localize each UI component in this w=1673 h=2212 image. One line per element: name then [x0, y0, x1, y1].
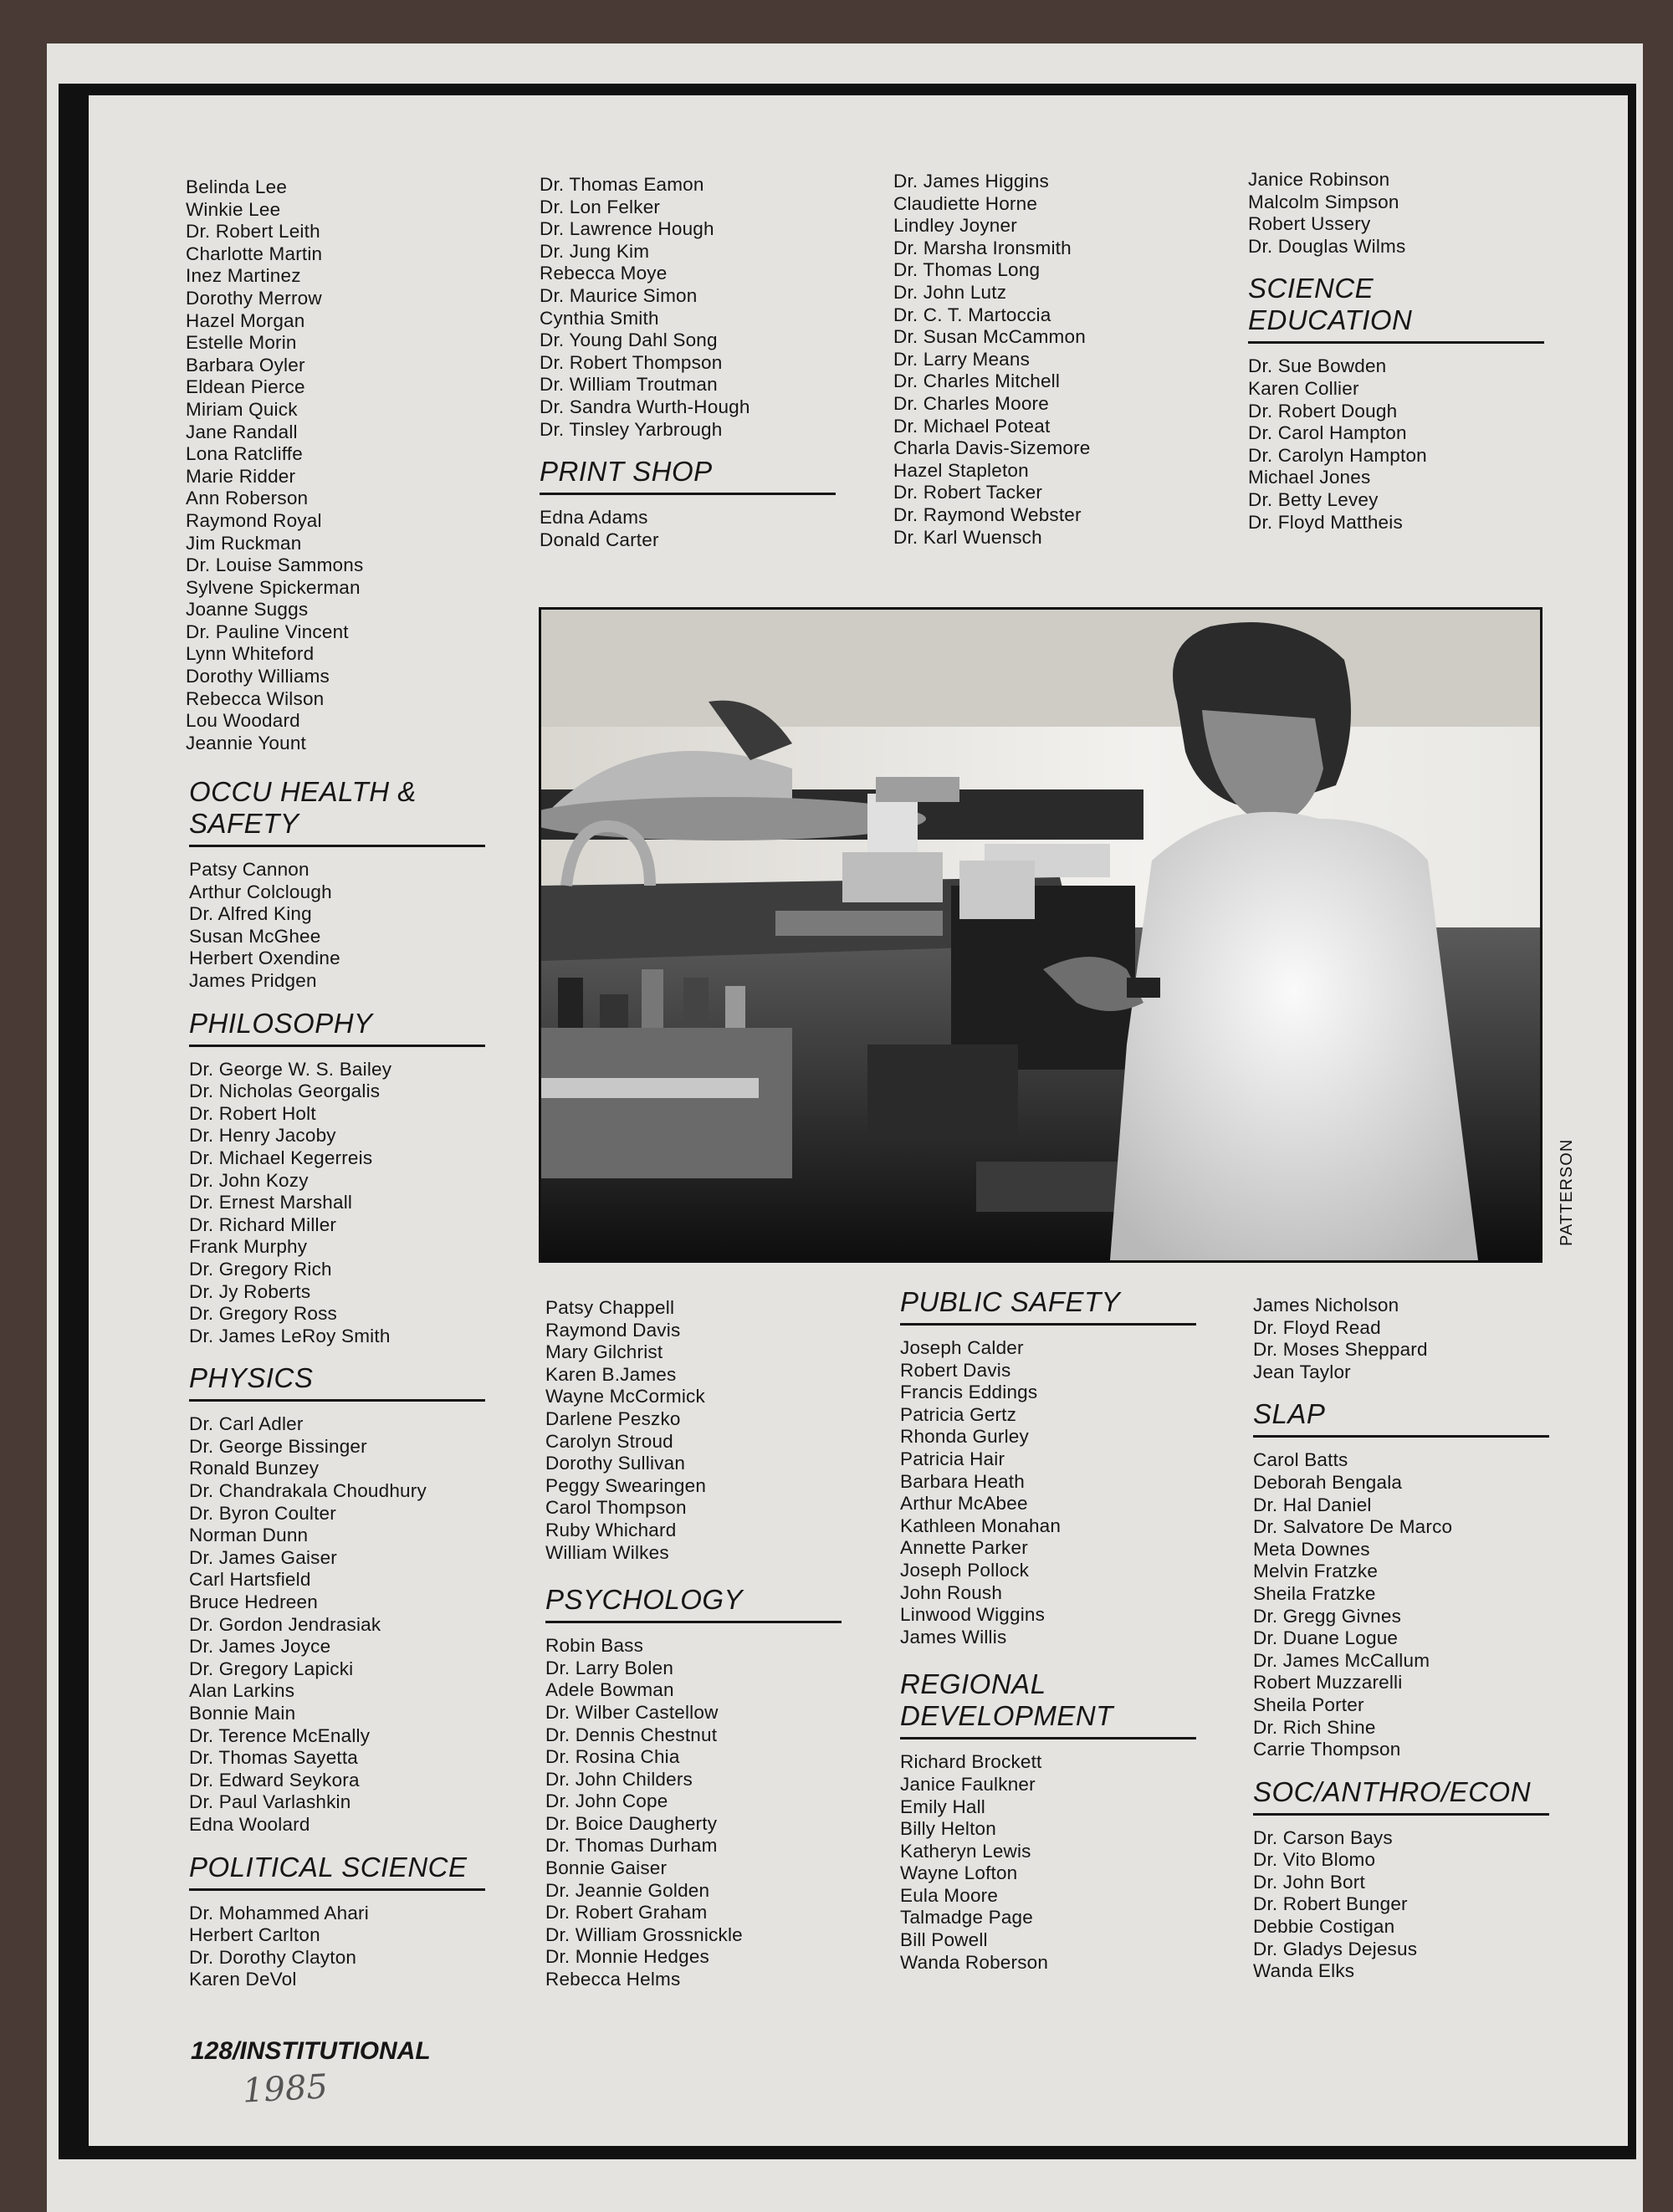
staff-name: Talmadge Page — [900, 1907, 1033, 1928]
staff-name: Dr. William Troutman — [540, 374, 718, 396]
staff-name: Dr. Paul Varlashkin — [189, 1791, 351, 1813]
staff-name: Linwood Wiggins — [900, 1604, 1046, 1626]
staff-name: Dr. Terence McEnally — [189, 1724, 371, 1746]
section-soc-anthro-econ — [1253, 1776, 1549, 1816]
staff-name: Sheila Fratzke — [1253, 1582, 1376, 1604]
staff-name: Joseph Pollock — [900, 1559, 1030, 1581]
staff-name: Billy Helton — [900, 1818, 996, 1840]
staff-name: Kathleen Monahan — [900, 1515, 1062, 1536]
staff-name: Rebecca Wilson — [186, 687, 325, 709]
staff-name: James Pridgen — [189, 969, 317, 991]
staff-name: Dr. Larry Means — [893, 348, 1031, 370]
staff-name: Rebecca Moye — [540, 263, 668, 284]
name-list — [186, 176, 363, 754]
staff-name: Dr. John Childers — [545, 1768, 693, 1790]
staff-name: Claudiette Horne — [893, 192, 1038, 214]
staff-name: Dr. Alfred King — [189, 903, 312, 925]
page-folio: 128/INSTITUTIONAL — [191, 2037, 431, 2065]
staff-name: Dr. Thomas Durham — [545, 1835, 718, 1857]
staff-name: Alan Larkins — [189, 1680, 295, 1702]
staff-name: Edna Woolard — [189, 1813, 310, 1835]
staff-name: Estelle Morin — [186, 332, 297, 354]
staff-name: Dr. Gregory Ross — [189, 1303, 337, 1325]
staff-name: Herbert Oxendine — [189, 948, 340, 969]
staff-name: Dr. Robert Thompson — [540, 351, 723, 373]
staff-name: Dr. Robert Graham — [545, 1902, 708, 1923]
staff-name: Dr. Douglas Wilms — [1248, 235, 1406, 257]
staff-name: Barbara Oyler — [186, 354, 305, 375]
staff-name: Dr. Robert Leith — [186, 221, 320, 243]
staff-name: Carrie Thompson — [1253, 1739, 1401, 1760]
staff-name: Herbert Carlton — [189, 1924, 320, 1946]
column-1-top — [186, 176, 363, 754]
column-3-top — [893, 171, 1091, 549]
staff-name: Eldean Pierce — [186, 376, 305, 398]
staff-name: Dr. Charles Mitchell — [893, 370, 1061, 392]
staff-name: Dr. James Gaiser — [189, 1546, 337, 1568]
section-occu-health — [189, 776, 485, 847]
section-title: REGIONAL DEVELOPMENT — [900, 1668, 1196, 1739]
staff-name: Dr. Michael Kegerreis — [189, 1147, 373, 1168]
staff-name: Dr. Gregg Givnes — [1253, 1605, 1402, 1627]
staff-name: Deborah Bengala — [1253, 1471, 1403, 1493]
staff-name: Katheryn Lewis — [900, 1840, 1031, 1862]
staff-name: Joseph Calder — [900, 1337, 1024, 1358]
staff-name: Dr. Mohammed Ahari — [189, 1902, 369, 1923]
staff-name: Dr. Duane Logue — [1253, 1627, 1399, 1649]
staff-name: Sylvene Spickerman — [186, 576, 361, 598]
staff-name: Janice Faulkner — [900, 1773, 1036, 1795]
staff-name: Dr. Marsha Ironsmith — [893, 237, 1072, 258]
staff-name: Dr. Sandra Wurth-Hough — [540, 396, 750, 417]
staff-name: Carolyn Stroud — [545, 1430, 673, 1452]
staff-name: Annette Parker — [900, 1537, 1028, 1559]
staff-name: Charla Davis-Sizemore — [893, 437, 1091, 459]
section-title: PHYSICS — [189, 1362, 485, 1402]
staff-name: Dr. James LeRoy Smith — [189, 1325, 391, 1346]
staff-name: Dr. Larry Bolen — [545, 1657, 674, 1678]
section-psychology — [545, 1584, 842, 1623]
section-title: SOC/ANTHRO/ECON — [1253, 1776, 1549, 1816]
name-list — [189, 1059, 485, 1348]
staff-name: William Wilkes — [545, 1541, 669, 1563]
name-list — [189, 1903, 485, 1991]
name-list — [900, 1751, 1196, 1974]
section-political-science — [189, 1852, 485, 1891]
staff-name: Dr. Floyd Mattheis — [1248, 511, 1403, 533]
staff-name: Dr. Gregory Lapicki — [189, 1658, 354, 1679]
staff-name: Carl Hartsfield — [189, 1569, 311, 1591]
staff-name: Lynn Whiteford — [186, 643, 315, 665]
staff-name: Joanne Suggs — [186, 599, 309, 621]
name-list — [1248, 169, 1544, 258]
staff-name: Dr. John Lutz — [893, 281, 1007, 303]
staff-name: Bill Powell — [900, 1929, 988, 1951]
staff-name: Raymond Davis — [545, 1319, 681, 1341]
staff-name: Dr. Lawrence Hough — [540, 218, 714, 240]
column-1-sections — [189, 761, 485, 1991]
staff-name: Mary Gilchrist — [545, 1341, 663, 1363]
staff-name: Dr. Lon Felker — [540, 196, 661, 217]
staff-name: Dr. John Cope — [545, 1791, 668, 1812]
name-list — [540, 507, 836, 551]
staff-name: Dr. Raymond Webster — [893, 503, 1082, 525]
staff-name: Dr. Byron Coulter — [189, 1502, 336, 1524]
staff-name: Jeannie Yount — [186, 732, 306, 754]
staff-name: Robert Ussery — [1248, 213, 1371, 235]
staff-name: Dr. Robert Tacker — [893, 482, 1043, 503]
staff-name: Patricia Hair — [900, 1448, 1005, 1469]
section-title: SCIENCE EDUCATION — [1248, 273, 1544, 344]
staff-name: John Roush — [900, 1581, 1003, 1603]
staff-name: Dr. Edward Seykora — [189, 1769, 360, 1791]
name-list — [893, 171, 1091, 549]
handwritten-year: 1985 — [241, 2067, 329, 2111]
staff-name: Dr. James Higgins — [893, 171, 1049, 192]
section-title: POLITICAL SCIENCE — [189, 1852, 485, 1891]
staff-name: Dr. Robert Bunger — [1253, 1893, 1408, 1915]
section-public-safety — [900, 1286, 1196, 1326]
staff-name: Dorothy Sullivan — [545, 1453, 686, 1474]
staff-name: Dr. Carl Adler — [189, 1413, 304, 1435]
staff-name: Wayne McCormick — [545, 1386, 705, 1407]
staff-name: Sheila Porter — [1253, 1693, 1364, 1715]
staff-name: Dr. C. T. Martoccia — [893, 304, 1051, 325]
column-4-top — [1248, 169, 1544, 534]
staff-name: Dr. James McCallum — [1253, 1649, 1430, 1671]
staff-name: Patricia Gertz — [900, 1403, 1017, 1425]
staff-name: Dr. Karl Wuensch — [893, 526, 1042, 548]
staff-name: Dr. Gregory Rich — [189, 1258, 332, 1280]
staff-name: Dr. Thomas Eamon — [540, 174, 704, 195]
staff-name: Carol Thompson — [545, 1497, 687, 1519]
staff-name: Meta Downes — [1253, 1538, 1370, 1560]
staff-name: Hazel Morgan — [186, 309, 305, 331]
staff-name: Robert Davis — [900, 1359, 1011, 1381]
staff-name: Dr. Boice Daugherty — [545, 1812, 718, 1834]
staff-name: Dr. William Grossnickle — [545, 1923, 743, 1945]
staff-name: Dr. Ernest Marshall — [189, 1192, 353, 1213]
staff-name: Janice Robinson — [1248, 169, 1390, 190]
staff-name: Karen Collier — [1248, 377, 1359, 399]
border-bottom — [59, 2146, 1635, 2159]
staff-name: Darlene Peszko — [545, 1407, 681, 1429]
staff-name: Ann Roberson — [186, 488, 309, 509]
staff-name: Dr. John Bort — [1253, 1871, 1365, 1893]
staff-name: Melvin Fratzke — [1253, 1561, 1379, 1582]
staff-name: Dr. Wilber Castellow — [545, 1701, 719, 1723]
staff-name: Dorothy Williams — [186, 666, 330, 687]
staff-name: Dr. Maurice Simon — [540, 284, 698, 306]
staff-name: Dr. Tinsley Yarbrough — [540, 418, 723, 440]
name-list — [1253, 1295, 1549, 1383]
staff-name: Jean Taylor — [1253, 1361, 1351, 1382]
staff-name: Dr. Henry Jacoby — [189, 1125, 336, 1147]
staff-name: Wanda Roberson — [900, 1951, 1049, 1973]
staff-name: Bonnie Main — [189, 1703, 296, 1724]
staff-name: Dr. Charles Moore — [893, 392, 1049, 414]
staff-name: Ruby Whichard — [545, 1519, 677, 1540]
column-4-bottom — [1253, 1295, 1549, 1983]
staff-name: Norman Dunn — [189, 1525, 309, 1546]
name-list — [900, 1337, 1196, 1648]
staff-name: Dr. Dennis Chestnut — [545, 1724, 718, 1745]
staff-name: Cynthia Smith — [540, 307, 659, 329]
border-top — [59, 84, 1635, 95]
staff-name: Dr. Robert Dough — [1248, 400, 1398, 421]
staff-name: Charlotte Martin — [186, 243, 323, 264]
staff-name: Bruce Hedreen — [189, 1591, 318, 1613]
staff-name: Dr. Nicholas Georgalis — [189, 1080, 381, 1102]
staff-name: Robert Muzzarelli — [1253, 1672, 1403, 1693]
staff-name: Dr. Jeannie Golden — [545, 1879, 710, 1901]
staff-name: Dr. Carson Bays — [1253, 1826, 1393, 1848]
staff-name: Dr. Rich Shine — [1253, 1716, 1376, 1738]
staff-name: Dr. Gordon Jendrasiak — [189, 1613, 381, 1635]
staff-name: Karen DeVol — [189, 1969, 297, 1990]
staff-name: Dr. Robert Holt — [189, 1102, 316, 1124]
staff-name: Dr. George Bissinger — [189, 1435, 367, 1457]
staff-name: Dr. Salvatore De Marco — [1253, 1516, 1453, 1538]
staff-name: Susan McGhee — [189, 925, 321, 947]
staff-name: Edna Adams — [540, 507, 648, 529]
staff-name: Raymond Royal — [186, 509, 322, 531]
staff-name: Dr. Chandrakala Choudhury — [189, 1480, 427, 1502]
staff-name: Dr. John Kozy — [189, 1169, 309, 1191]
staff-name: Ronald Bunzey — [189, 1458, 320, 1479]
section-regional-development — [900, 1668, 1196, 1739]
staff-name: Dr. Carolyn Hampton — [1248, 444, 1427, 466]
staff-name: James Willis — [900, 1626, 1007, 1648]
column-2-bottom — [545, 1297, 842, 1991]
staff-name: Dr. Moses Sheppard — [1253, 1339, 1428, 1361]
staff-name: Lou Woodard — [186, 710, 300, 732]
section-print-shop — [540, 456, 836, 495]
staff-name: Dr. Gladys Dejesus — [1253, 1938, 1418, 1959]
staff-name: Dr. Jung Kim — [540, 240, 650, 262]
staff-name: Dorothy Merrow — [186, 287, 322, 309]
staff-name: Adele Bowman — [545, 1679, 674, 1701]
staff-name: Dr. Vito Blomo — [1253, 1849, 1376, 1871]
staff-name: Inez Martinez — [186, 265, 301, 287]
border-left — [59, 84, 89, 2158]
staff-name: Dr. Richard Miller — [189, 1213, 337, 1235]
section-title: PSYCHOLOGY — [545, 1584, 842, 1623]
staff-name: Dr. Hal Daniel — [1253, 1494, 1372, 1515]
staff-name: James Nicholson — [1253, 1295, 1399, 1315]
staff-name: Frank Murphy — [189, 1236, 308, 1258]
staff-name: Belinda Lee — [186, 176, 288, 197]
staff-name: Dr. Betty Levey — [1248, 488, 1379, 510]
staff-name: Emily Hall — [900, 1796, 986, 1817]
lab-photograph — [539, 607, 1543, 1263]
staff-name: Dr. Thomas Sayetta — [189, 1747, 359, 1769]
section-title: PRINT SHOP — [540, 456, 836, 495]
name-list — [545, 1635, 842, 1991]
staff-name: Eula Moore — [900, 1884, 999, 1906]
section-title: SLAP — [1253, 1398, 1549, 1438]
staff-name: Dr. Rosina Chia — [545, 1746, 680, 1768]
staff-name: Barbara Heath — [900, 1470, 1025, 1492]
staff-name: Bonnie Gaiser — [545, 1857, 668, 1879]
column-3-bottom — [900, 1286, 1196, 1974]
staff-name: Marie Ridder — [186, 465, 296, 487]
staff-name: Dr. Susan McCammon — [893, 326, 1086, 348]
staff-name: Robin Bass — [545, 1635, 644, 1657]
photo-credit: PATTERSON — [1558, 1138, 1576, 1246]
section-title: OCCU HEALTH & SAFETY — [189, 776, 485, 847]
staff-name: Carol Batts — [1253, 1449, 1348, 1471]
staff-name: Donald Carter — [540, 529, 659, 550]
section-physics — [189, 1362, 485, 1402]
photo-illustration — [541, 610, 1540, 1260]
staff-name: Dr. Pauline Vincent — [186, 621, 349, 642]
staff-name: Dr. Louise Sammons — [186, 554, 364, 576]
staff-name: Dr. Jy Roberts — [189, 1280, 311, 1302]
border-right — [1628, 84, 1636, 2159]
staff-name: Wayne Lofton — [900, 1862, 1018, 1884]
staff-name: Patsy Chappell — [545, 1297, 675, 1318]
staff-name: Lindley Joyner — [893, 215, 1017, 237]
staff-name: Dr. Dorothy Clayton — [189, 1946, 357, 1968]
section-slap — [1253, 1398, 1549, 1438]
staff-name: Miriam Quick — [186, 398, 298, 420]
name-list — [1253, 1827, 1549, 1983]
section-philosophy — [189, 1008, 485, 1047]
staff-name: Francis Eddings — [900, 1382, 1038, 1403]
section-title: PHILOSOPHY — [189, 1008, 485, 1047]
name-list — [1248, 355, 1544, 534]
staff-name: Peggy Swearingen — [545, 1474, 707, 1496]
staff-name: Michael Jones — [1248, 467, 1371, 488]
staff-name: Dr. Michael Poteat — [893, 415, 1051, 437]
staff-name: Wanda Elks — [1253, 1960, 1355, 1982]
name-list — [540, 174, 836, 441]
staff-name: Karen B.James — [545, 1363, 677, 1385]
staff-name: Dr. Floyd Read — [1253, 1316, 1381, 1338]
staff-name: Winkie Lee — [186, 198, 281, 220]
column-2-top — [540, 174, 836, 551]
name-list — [189, 859, 485, 993]
staff-name: Dr. Young Dahl Song — [540, 330, 718, 351]
staff-name: Jane Randall — [186, 421, 298, 442]
staff-name: Dr. Sue Bowden — [1248, 355, 1387, 377]
staff-name: Malcolm Simpson — [1248, 191, 1399, 212]
staff-name: Richard Brockett — [900, 1751, 1042, 1773]
section-science-education — [1248, 273, 1544, 344]
staff-name: Patsy Cannon — [189, 859, 310, 880]
name-list — [545, 1297, 842, 1564]
staff-name: Debbie Costigan — [1253, 1916, 1395, 1938]
staff-name: Dr. George W. S. Bailey — [189, 1058, 392, 1080]
name-list — [189, 1413, 485, 1836]
staff-name: Rhonda Gurley — [900, 1426, 1029, 1448]
staff-name: Arthur McAbee — [900, 1493, 1028, 1515]
staff-name: Dr. James Joyce — [189, 1636, 331, 1658]
section-title: PUBLIC SAFETY — [900, 1286, 1196, 1326]
staff-name: Dr. Thomas Long — [893, 259, 1041, 281]
staff-name: Rebecca Helms — [545, 1969, 681, 1990]
name-list — [1253, 1449, 1549, 1760]
staff-name: Jim Ruckman — [186, 532, 302, 554]
staff-name: Dr. Monnie Hedges — [545, 1946, 710, 1968]
staff-name: Hazel Stapleton — [893, 459, 1029, 481]
staff-name: Arthur Colclough — [189, 881, 332, 902]
staff-name: Lona Ratcliffe — [186, 443, 303, 465]
staff-name: Dr. Carol Hampton — [1248, 422, 1407, 444]
